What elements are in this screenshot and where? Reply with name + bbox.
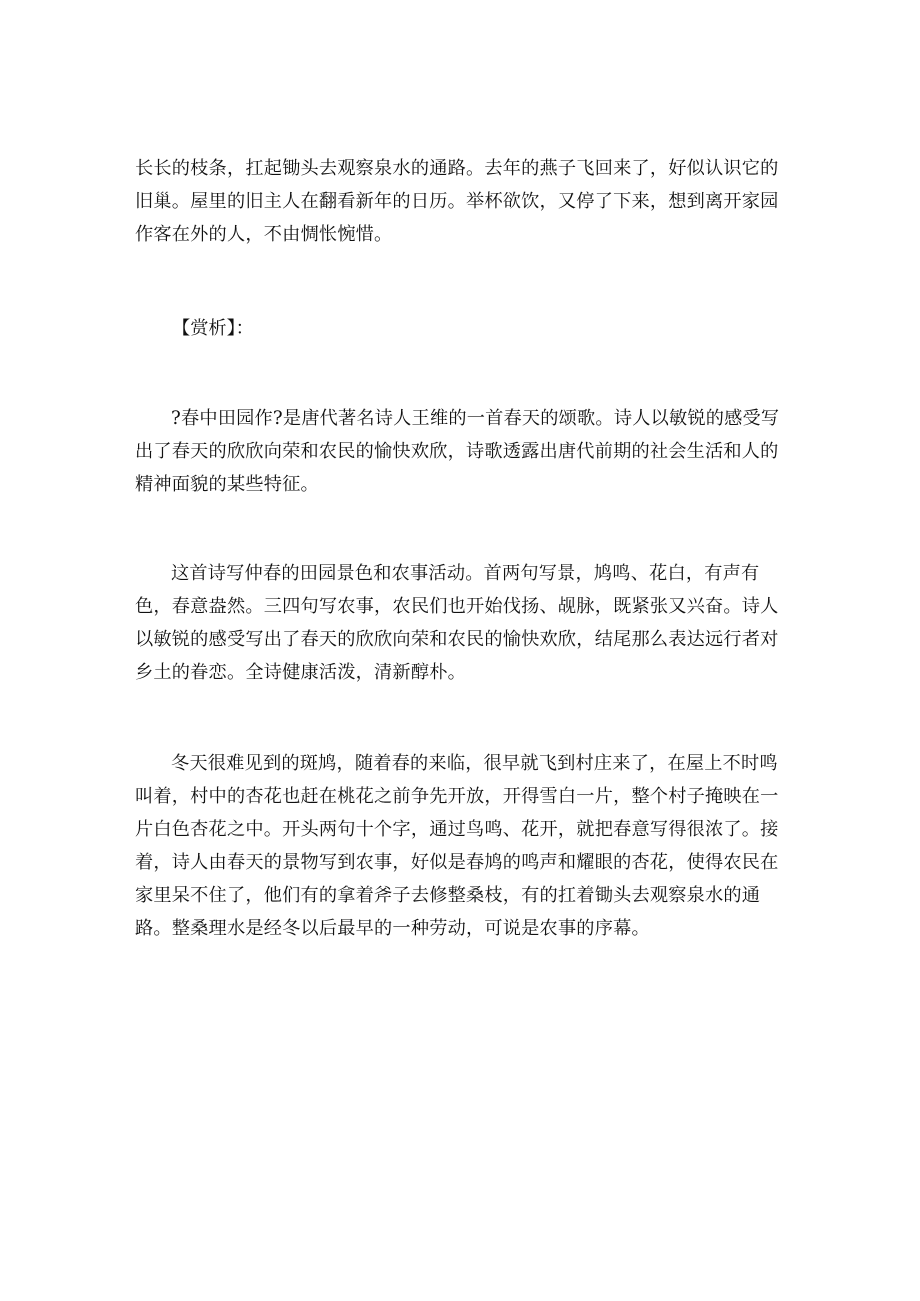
paragraph-translation-end: 长长的枝条，扛起锄头去观察泉水的通路。去年的燕子飞回来了，好似认识它的旧巢。屋里的旧主人在翻看新年的日历。举杯欲饮，又停了下来，想到离开家园作客在外的人，不由惆怅惋惜。 — [135, 158, 779, 245]
paragraph-opening-analysis: 冬天很难见到的斑鸠，随着春的来临，很早就飞到村庄来了，在屋上不时鸣叫着，村中的杏花也赶在桃花之前争先开放，开得雪白一片，整个村子掩映在一片白色杏花之中。开头两句十个字，通过鸟鸣、花开，就把春意写得很浓了。接着，诗人由春天的景物写到农事，好似是春鸠的鸣声和耀眼的杏花，使得农民在家里呆不住了，他们有的拿着斧子去修整桑枝，有的扛着锄头去观察泉水的通路。整桑理水是经冬以后最早的一种劳动，可说是农事的序幕。 — [135, 753, 779, 939]
paragraph-appreciation-intro: ?春中田园作?是唐代著名诗人王维的一首春天的颂歌。诗人以敏锐的感受写出了春天的欣欣向荣和农民的愉快欢欣，诗歌透露出唐代前期的社会生活和人的精神面貌的某些特征。 — [135, 408, 780, 495]
paragraph-scene-analysis: 这首诗写仲春的田园景色和农事活动。首两句写景，鸠鸣、花白，有声有色，春意盎然。三四句写农事，农民们也开始伐扬、觇脉，既紧张又兴奋。诗人以敏锐的感受写出了春天的欣欣向荣和农民的愉快欢欣，结尾那么表达远行者对乡土的眷恋。全诗健康活泼，清新醇朴。 — [135, 563, 779, 683]
appreciation-heading: 【赏析】： — [172, 318, 254, 339]
